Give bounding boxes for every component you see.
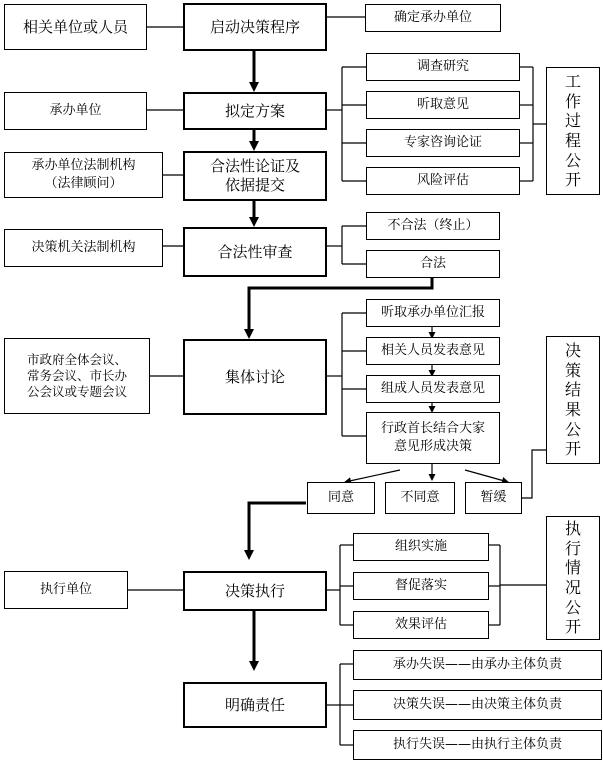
draft-step-opinions: 听取意见: [366, 91, 520, 119]
discussion-step-members: 组成人员发表意见: [366, 375, 500, 403]
host-unit-box: 承办单位: [4, 92, 147, 130]
draft-step-research: 调查研究: [366, 53, 520, 81]
exec-step-supervise: 督促落实: [353, 572, 489, 600]
host-legal-box: 承办单位法制机构 （法律顾问）: [4, 152, 163, 198]
work-process-disclosure-box: 工 作 过 程 公 开: [546, 67, 600, 195]
draft-step-risk: 风险评估: [366, 167, 520, 195]
decision-legal-box: 决策机关法制机构: [4, 229, 163, 267]
resp-step-decision: 决策失误——由决策主体负责: [353, 690, 602, 720]
legal-argument-box: 合法性论证及 依据提交: [183, 151, 327, 201]
start-procedure-box: 启动决策程序: [183, 3, 327, 51]
discussion-step-decision: 行政首长结合大家 意见形成决策: [366, 412, 500, 464]
discussion-step-report: 听取承办单位汇报: [366, 299, 500, 327]
confirm-unit-box: 确定承办单位: [365, 4, 501, 32]
legal-box: 合法: [366, 250, 500, 278]
decision-execution-box: 决策执行: [183, 571, 327, 611]
draft-plan-box: 拟定方案: [183, 92, 327, 130]
legality-check-box: 合法性审查: [183, 227, 327, 277]
exec-step-evaluate: 效果评估: [353, 611, 489, 639]
meetings-box: 市政府全体会议、 常务会议、市长办 公会议或专题会议: [4, 338, 150, 414]
discussion-step-related: 相关人员发表意见: [366, 337, 500, 365]
resp-step-host: 承办失误——由承办主体负责: [353, 650, 602, 680]
exec-step-organize: 组织实施: [353, 533, 489, 561]
outcome-agree: 同意: [307, 482, 375, 514]
resp-step-exec: 执行失误——由执行主体负责: [353, 730, 602, 760]
clear-responsibility-box: 明确责任: [183, 682, 327, 728]
exec-unit-box: 执行单位: [4, 571, 128, 609]
outcome-defer: 暂缓: [465, 482, 522, 514]
outcome-disagree: 不同意: [385, 482, 455, 514]
illegal-terminate-box: 不合法（终止）: [366, 212, 500, 240]
draft-step-expert: 专家咨询论证: [366, 129, 520, 157]
execution-disclosure-box: 执 行 情 况 公 开: [546, 516, 600, 640]
collective-discussion-box: 集体讨论: [183, 339, 327, 415]
related-units-box: 相关单位或人员: [4, 4, 147, 50]
decision-result-disclosure-box: 决 策 结 果 公 开: [546, 336, 600, 464]
